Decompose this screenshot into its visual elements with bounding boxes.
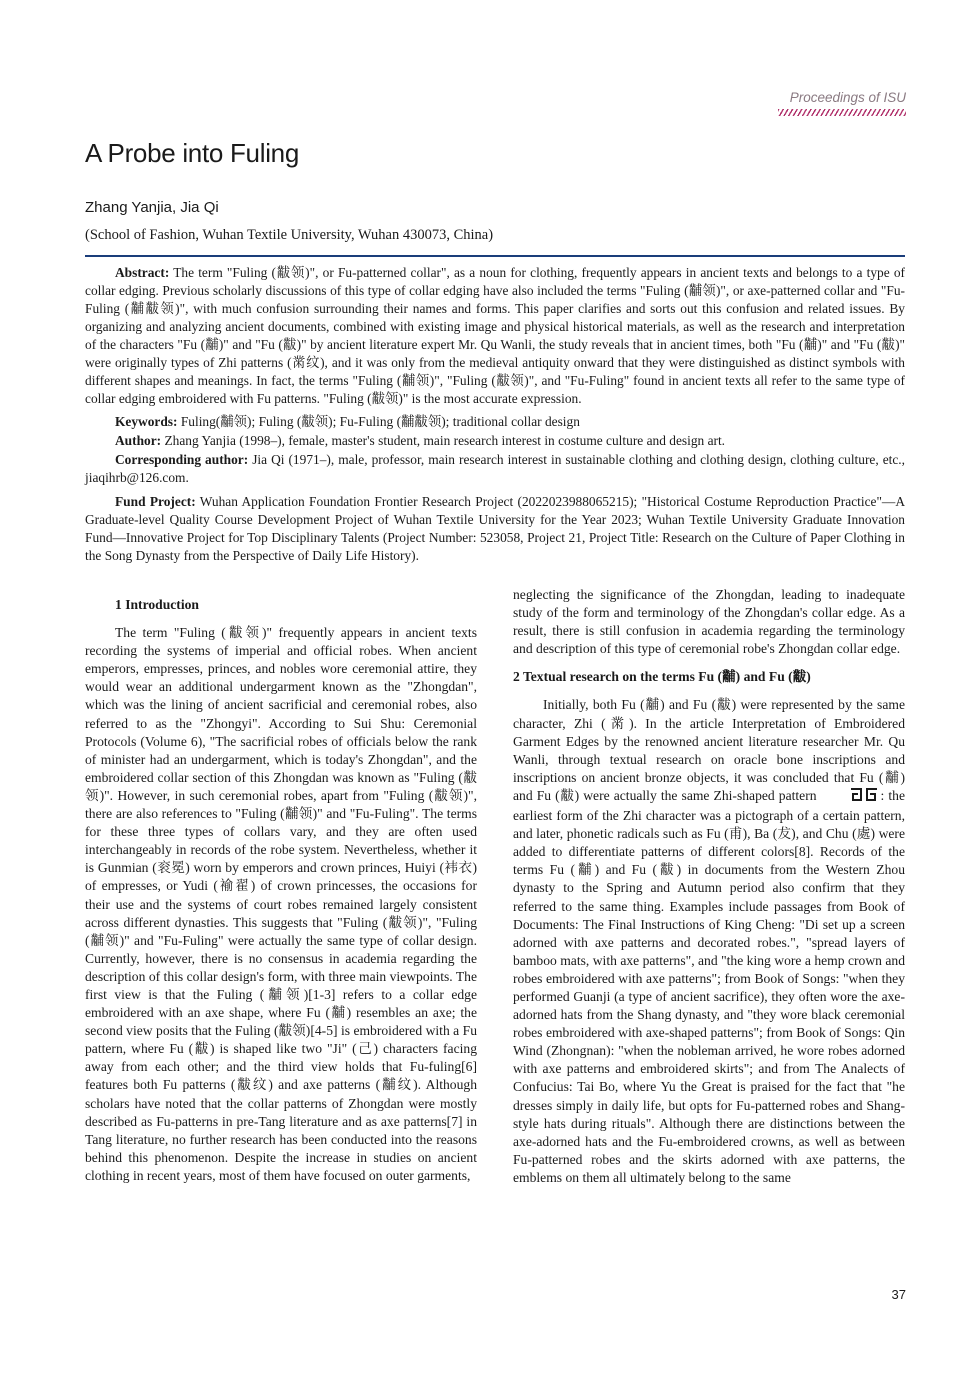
journal-name: Proceedings of ISU — [789, 90, 906, 105]
keywords-label: Keywords: — [115, 414, 178, 429]
fund-project — [85, 493, 905, 565]
section2-heading: 2 Textual research on the terms Fu (黼) and Fu (黻) — [513, 669, 811, 685]
author-info — [85, 432, 905, 450]
intro-continuation: neglecting the significance of the Zhongdan, leading to inadequate study of the form and terminology of the Zhongdan's collar edge. As a result, there is still confusion in academia regarding the terminology and description of this type of ceremonial robe's Zhongdan collar edge. — [513, 587, 905, 657]
section2-text-after: : the earliest form of the Zhi character was a pictograph of a certain pattern, and later, phonetic radicals such as Fu (甫), Ba (犮), and Chu (處) were added to differentiate patterns of different colors[8]. Records of the terms Fu (黼) and Fu (黻) in documents from the Western Zhou dynasty to the Spring and Autumn period also confirm that they referred to the same thing. Examples include passages from Book of Documents: The Final Instructions of King Cheng: "Di set up a screen adorned with axe patterns and decorated robes.", "spread layers of bamboo mats, with axe patterns", and "the king wore a hemp crown and robes embroidered with axe patterns"; from Book of Songs: "when they performed Guanji (a type of ancient sacrifice), they often wore the axe-adorned hats from the Shang dynasty, and "they wore black ceremonial robes embroidered with axe-shaped patterns"; from Book of Songs: Qin Wind (Zhongnan): "when the nobleman arrived, he wore robes adorned with axe patterns and embroidered skirts"; and from The Analects of Confucius: Tai Bo, where Yu the Great is praised for the fact that "he dresses simply in daily life, but opts for Fu-patterned robes and Shang-style hats during rituals". Although there are distinctions between the axe-adorned hats and the Fu-embroidered crowns, as well as between Fu-patterned robes and the skirts adorned with axe patterns, the emblems on them all ultimately belong to the same — [513, 787, 905, 1185]
fund-text: Wuhan Application Foundation Frontier Research Project (2022023988065215); "Historical Costume Reproduction Practice"—A Graduate-level Quality Course Development Project of Wuhan Textile University for the Year 2023; Wuhan Textile University Graduate Innovation Fund—Innovative Project for Top Disciplinary Talents (Project Number: 523058, Project 21, Project Title: Research on the Culture of Paper Clothing in the Song Dynasty from the Perspective of Daily Life History). — [85, 494, 905, 563]
abstract — [85, 264, 905, 408]
authors: Zhang Yanjia, Jia Qi — [85, 199, 219, 216]
front-matter — [85, 264, 905, 571]
section2-paragraph — [513, 696, 905, 1187]
affiliation: (School of Fashion, Wuhan Textile University, Wuhan 430073, China) — [85, 227, 494, 243]
header-stripe-decoration — [778, 109, 906, 116]
author-info-label: Author: — [115, 433, 162, 448]
intro-heading: 1 Introduction — [115, 597, 199, 612]
zhi-pattern-icon — [819, 787, 879, 807]
page-number: 37 — [891, 1287, 906, 1302]
keywords-text: Fuling(黼领); Fuling (黻领); Fu-Fuling (黼黻领); traditional collar design — [177, 414, 580, 429]
corresponding-label: Corresponding author: — [115, 452, 249, 467]
author-info-text: Zhang Yanjia (1998–), female, master's student, main research interest in costume culture and design art. — [161, 433, 726, 448]
left-column — [85, 596, 477, 1185]
fund-label: Fund Project: — [115, 494, 196, 509]
corresponding-author — [85, 451, 905, 487]
keywords — [85, 413, 905, 431]
right-column — [513, 586, 905, 1187]
intro-paragraph: The term "Fuling (黻领)" frequently appears in ancient texts recording the systems of imperial and official robes. When ancient emperors, empresses, princes, and nobles wore ceremonial attire, they would wear an additional undergarment known as the "Zhongdan", which was the lining of ancient sacrificial and ceremonial robes, also referred to as the "Zhongyi". According to Sui Shu: Ceremonial Protocols (Volume 6), "The sacrificial robes of officials below the rank of minister had an undergarment, which is today's Zhongdan", and the embroidered collar section of this Zhongdan was known as "Fuling (黻领)". However, in such ceremonial robes, apart from "Fuling (黻领)", there are also references to "Fuling (黼领)" and "Fu-Fuling". The terms for these three types of collars vary, and they are often used interchangeably in records of the robe system. Nevertheless, whether it is Gunmian (衮冕) worn by emperors and crown princes, Huiyi (袆衣) of empresses, or Yudi (褕翟) of crown princesses, the occasions for their use and the systems of court robes remained largely consistent across different dynasties. This suggests that "Fuling (黻领)", "Fuling (黼领)" and "Fu-Fuling" were actually the same type of collar design. Currently, however, there is no consensus in academia regarding the description of this collar design's form, with three main viewpoints. The first view is that the Fuling (黼领)[1-3] refers to a collar edge embroidered with an axe shape, where Fu (黼) resembles an axe; the second view posits that the Fuling (黻领)[4-5] is embroidered with a Fu pattern, where Fu (黻) is shaped like two "Ji" (己) characters facing away from each other; and the third view holds that Fu-fuling[6] features both Fu patterns (黻纹) and axe patterns (黼纹). Although scholars have noted that the collar patterns of Zhongdan were mostly described as Fu-patterns in pre-Tang literature and as axe patterns[7] in Tang literature, no further research has been conducted into the reasons behind this phenomenon. Despite the increase in studies on ancient clothing in recent years, most of them have focused on outer garments, — [85, 625, 477, 1183]
paper-title: A Probe into Fuling — [85, 138, 299, 168]
abstract-text: The term "Fuling (黻领)", or Fu-patterned collar", as a noun for clothing, frequently appears in ancient texts and belongs to a type of collar edging. Previous scholarly discussions of this type of collar edging have also included the terms "Fuling (黼领)", or axe-patterned collar and "Fu-Fuling (黼黻领)", with much confusion surrounding their names and forms. This paper clarifies and sorts out this confusion and related issues. By organizing and analyzing ancient documents, combined with existing image and physical historical materials, as well as the research and interpretation of the characters "Fu (黼)" and "Fu (黻)" by ancient literature expert Mr. Qu Wanli, the study reveals that in ancient times, both "Fu (黼)" and "Fu (黻)" were originally types of Zhi patterns (黹纹), and it was only from the medieval antiquity onward that they were distinguished as distinct symbols with different shapes and meanings. In fact, the terms "Fuling (黼领)", "Fuling (黻领)", and "Fu-Fuling" found in ancient texts all refer to the same type of collar edging embroidered with Fu patterns. "Fuling (黻领)" is the most accurate expression. — [85, 265, 905, 406]
title-rule — [85, 255, 905, 257]
corresponding-text: Jia Qi (1971–), male, professor, main research interest in sustainable clothing and clothing design, clothing culture, etc., jiaqihrb@126.com. — [85, 452, 905, 485]
section2-text-before: Initially, both Fu (黼) and Fu (黻) were represented by the same character, Zhi (黹). In the article Interpretation of Embroidered Garment Edges by the renowned ancient literature researcher Mr. Qu Wanli, through textual research on oracle bone inscriptions and inscriptions on ancient bronze objects, it was concluded that Fu (黼) and Fu (黻) were actually the same Zhi-shaped pattern — [513, 697, 905, 803]
abstract-label: Abstract: — [115, 265, 170, 280]
